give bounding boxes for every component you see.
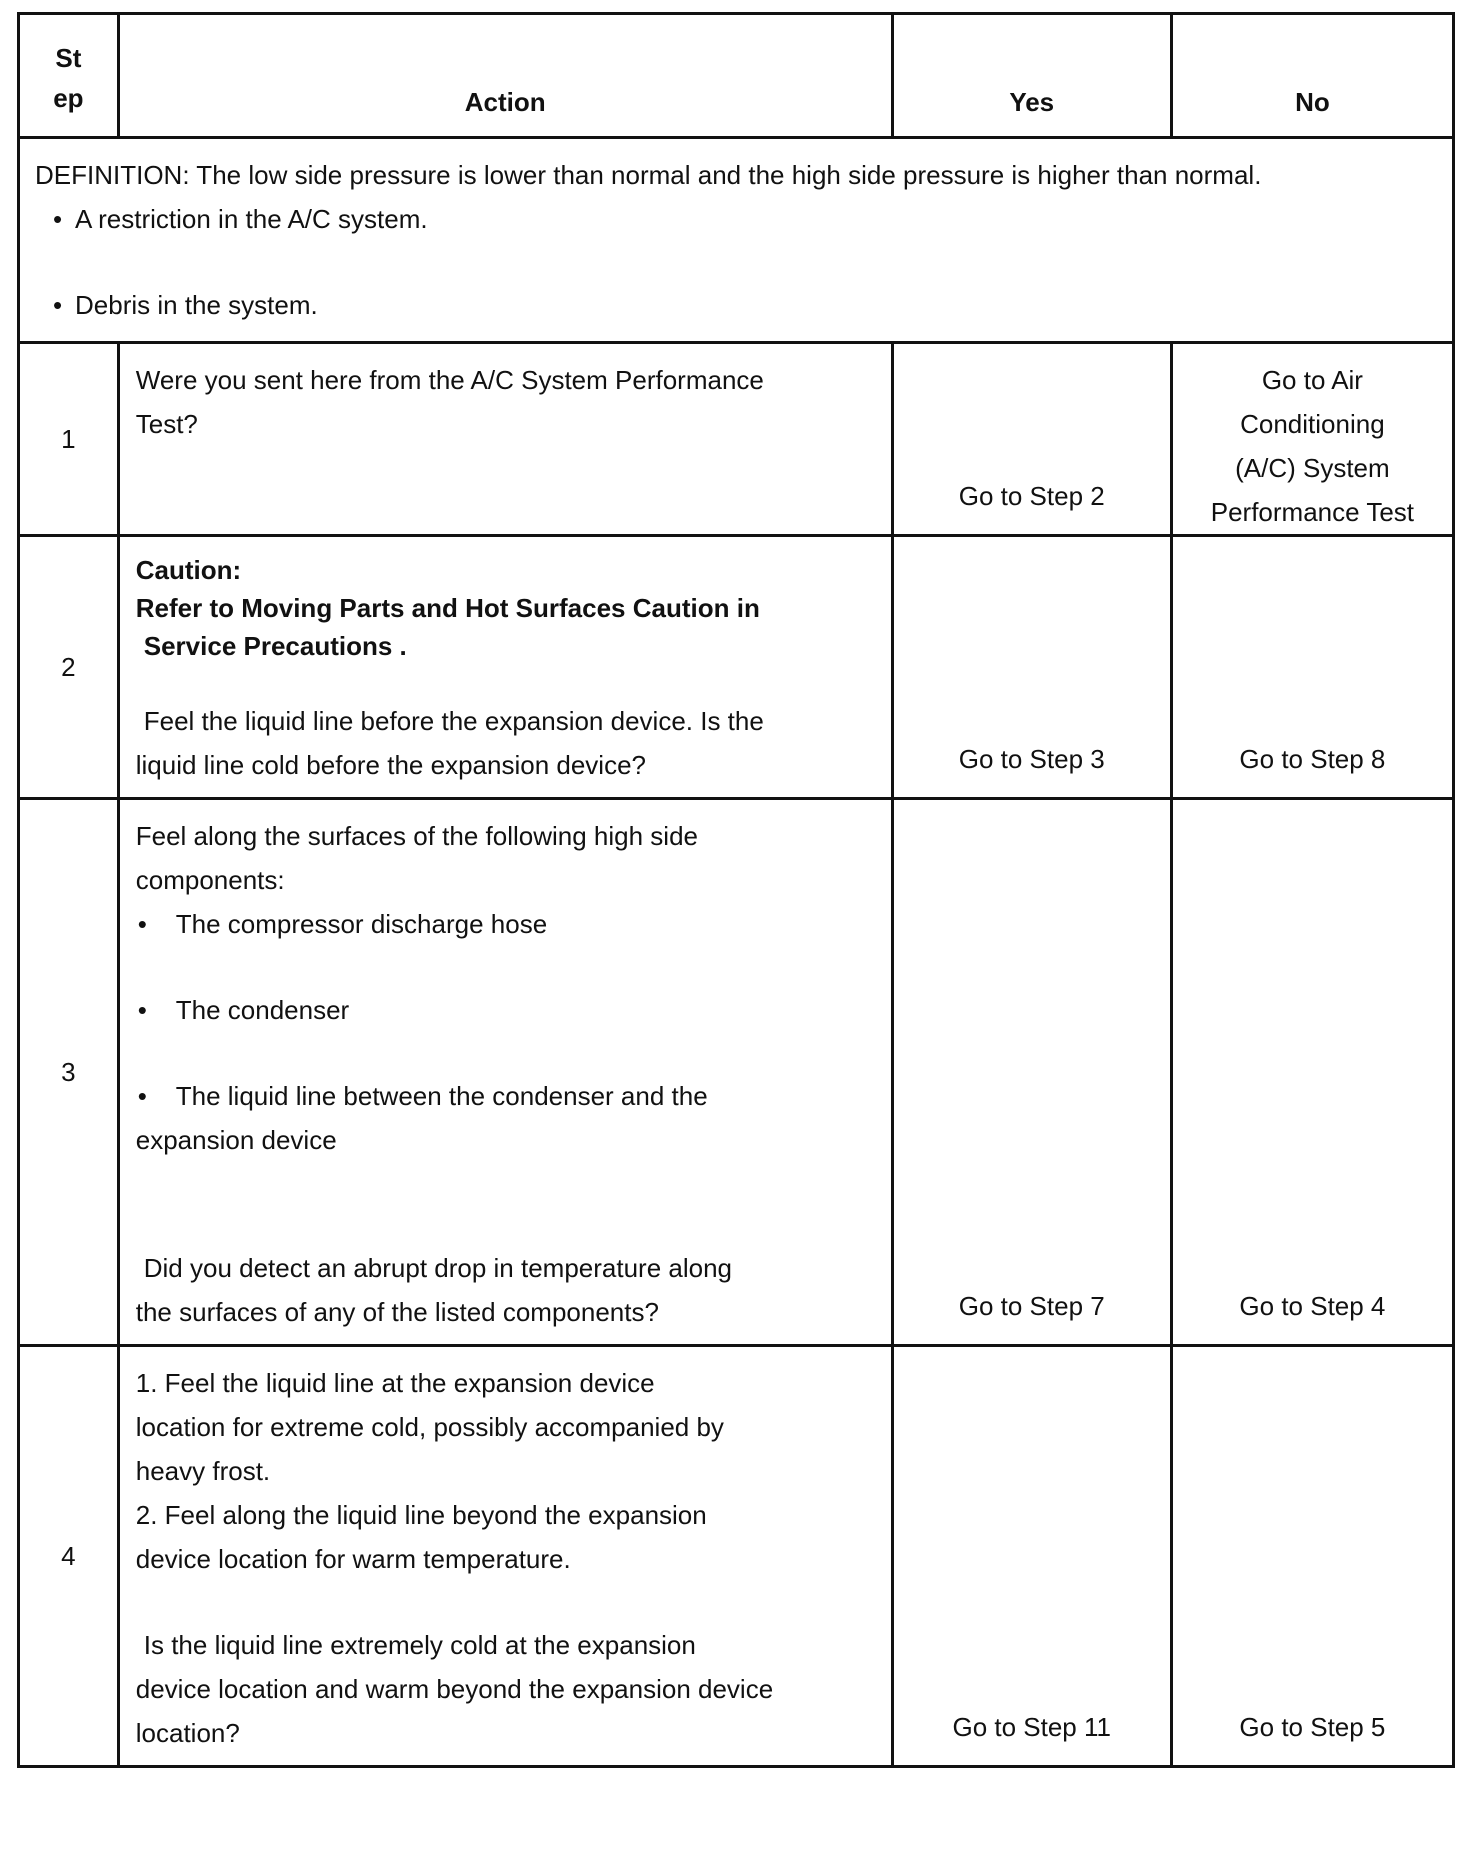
definition-bullet: • Debris in the system. xyxy=(53,290,318,320)
diagnostic-table xyxy=(17,12,1455,1768)
no-cell: Go to Step 4 xyxy=(1171,799,1453,1346)
step-row-3 xyxy=(19,799,1454,1346)
header-yes: Yes xyxy=(892,14,1171,138)
yes-cell: Go to Step 7 xyxy=(892,799,1171,1346)
definition-row xyxy=(19,138,1454,343)
step-number: 4 xyxy=(19,1346,119,1767)
step-row-1 xyxy=(19,343,1454,536)
action-cell: Were you sent here from the A/C System Performance Test? xyxy=(118,343,892,536)
header-row xyxy=(19,14,1454,138)
step-number: 2 xyxy=(19,536,119,799)
yes-cell: Go to Step 2 xyxy=(892,343,1171,536)
no-cell: Go to Air Conditioning (A/C) System Performance Test xyxy=(1171,343,1453,536)
step-row-4 xyxy=(19,1346,1454,1767)
action-cell: 1. Feel the liquid line at the expansion device location for extreme cold, possibly accompanied by heavy frost. 2. Feel along the liquid line beyond the expansion device location for warm temperature. Is the liquid line extremely cold at the expansion device location and warm beyond the expansion device location? xyxy=(118,1346,892,1767)
step-number: 1 xyxy=(19,343,119,536)
header-step: St ep xyxy=(19,14,119,138)
no-cell: Go to Step 8 xyxy=(1171,536,1453,799)
yes-cell: Go to Step 11 xyxy=(892,1346,1171,1767)
header-no: No xyxy=(1171,14,1453,138)
definition-bullet: • A restriction in the A/C system. xyxy=(53,204,428,234)
step-row-2 xyxy=(19,536,1454,799)
yes-cell: Go to Step 3 xyxy=(892,536,1171,799)
action-cell: Caution: Refer to Moving Parts and Hot Surfaces Caution in Service Precautions . Feel the liquid line before the expansion device. Is the liquid line cold before the expansion device? xyxy=(118,536,892,799)
no-cell: Go to Step 5 xyxy=(1171,1346,1453,1767)
step-number: 3 xyxy=(19,799,119,1346)
definition-cell xyxy=(19,138,1454,343)
definition-text: DEFINITION: The low side pressure is lower than normal and the high side pressure is higher than normal. xyxy=(35,160,1262,190)
action-cell: Feel along the surfaces of the following high side components: • The compressor discharge hose • The condenser • The liquid line between the condenser and the expansion device Did you detect an abrupt drop in temperature along the surfaces of any of the listed components? xyxy=(118,799,892,1346)
caution-title: Caution: xyxy=(135,555,242,585)
header-action: Action xyxy=(118,14,892,138)
